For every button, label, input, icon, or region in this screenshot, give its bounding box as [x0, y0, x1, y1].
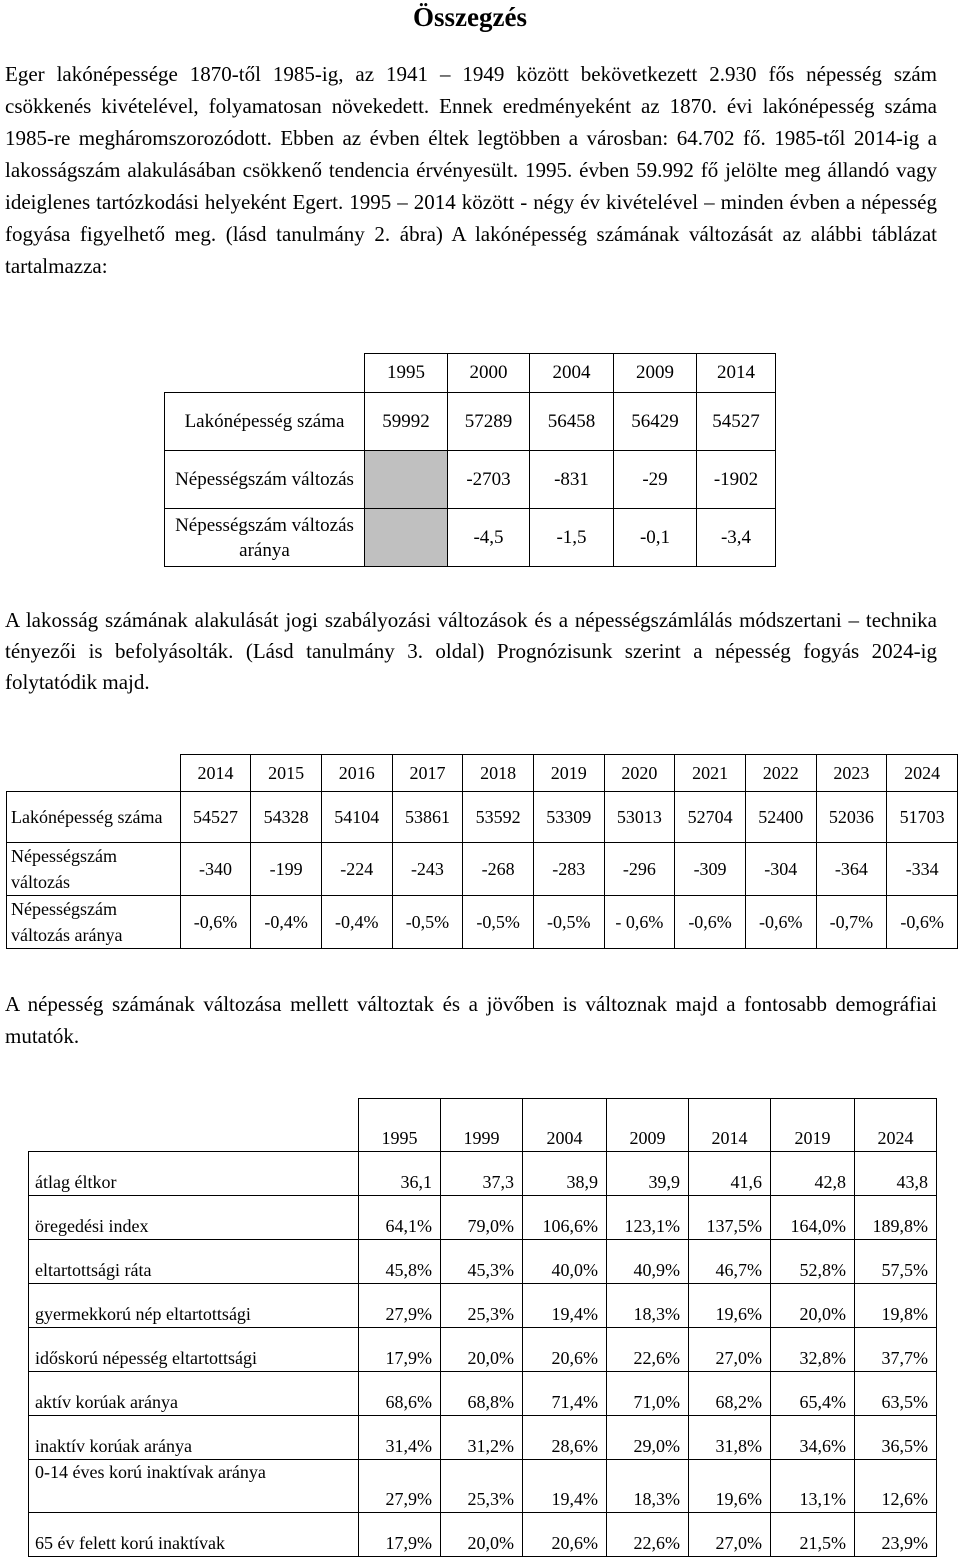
empty-gray-cell — [365, 509, 448, 567]
table-cell: 31,8% — [689, 1416, 771, 1460]
year-header: 2000 — [448, 354, 530, 393]
table-cell: 31,2% — [441, 1416, 523, 1460]
table-cell: 28,6% — [523, 1416, 607, 1460]
row-label: 65 év felett korú inaktívak — [29, 1513, 359, 1557]
table-cell: 57289 — [448, 393, 530, 451]
closing-paragraph: A népesség számának változása mellett változtak és a jövőben is változnak majd a fontosabb demográfiai mutatók. — [5, 992, 937, 1048]
table-cell: 52704 — [675, 792, 746, 843]
row-label: átlag éltkor — [29, 1152, 359, 1196]
table-cell: -2703 — [448, 451, 530, 509]
table-cell: 56458 — [530, 393, 614, 451]
empty-gray-cell — [365, 451, 448, 509]
population-forecast-table-2014-2024 — [6, 754, 958, 949]
table-row — [29, 1284, 937, 1328]
table-cell: -0,6% — [745, 896, 816, 949]
table-cell: -309 — [675, 843, 746, 896]
table-row — [29, 1240, 937, 1284]
year-header: 1999 — [441, 1099, 523, 1152]
row-label: időskorú népesség eltartottsági — [29, 1328, 359, 1372]
year-header: 2014 — [697, 354, 776, 393]
table-cell: -0,5% — [533, 896, 604, 949]
row-label: eltartottsági ráta — [29, 1240, 359, 1284]
table-corner-cell — [29, 1099, 359, 1152]
table-cell: -29 — [614, 451, 697, 509]
table-row — [29, 1372, 937, 1416]
table-corner-cell — [165, 354, 365, 393]
row-label: Lakónépesség száma — [7, 792, 181, 843]
year-header: 2019 — [771, 1099, 855, 1152]
table-cell: 123,1% — [607, 1196, 689, 1240]
table-cell: -224 — [321, 843, 392, 896]
table-row — [7, 896, 958, 949]
year-header: 2019 — [533, 755, 604, 792]
table-cell: -0,6% — [180, 896, 251, 949]
table-cell: 36,1 — [359, 1152, 441, 1196]
table-header-row — [165, 354, 776, 393]
table-cell: 13,1% — [771, 1460, 855, 1513]
table-cell: 137,5% — [689, 1196, 771, 1240]
table-row — [165, 451, 776, 509]
table-cell: 64,1% — [359, 1196, 441, 1240]
table-cell: 18,3% — [607, 1460, 689, 1513]
table-cell: 52400 — [745, 792, 816, 843]
table-cell: -243 — [392, 843, 463, 896]
table-cell: 43,8 — [855, 1152, 937, 1196]
row-label: Népességszám változás — [165, 451, 365, 509]
year-header: 2009 — [614, 354, 697, 393]
table-cell: 63,5% — [855, 1372, 937, 1416]
table-cell: 27,0% — [689, 1328, 771, 1372]
year-header: 2014 — [689, 1099, 771, 1152]
table-cell: 31,4% — [359, 1416, 441, 1460]
table-cell: -334 — [887, 843, 958, 896]
table-cell: 20,0% — [441, 1513, 523, 1557]
table-cell: 79,0% — [441, 1196, 523, 1240]
table-cell: -0,5% — [392, 896, 463, 949]
table-cell: 32,8% — [771, 1328, 855, 1372]
table-cell: -268 — [463, 843, 534, 896]
middle-paragraph: A lakosság számának alakulását jogi szabályozási változások és a népességszámlálás módszertani – technika tényezői is befolyásolták. (Lásd tanulmány 3. oldal) Prognózisunk szerint a népesség fogyás 2024-ig folytatódik majd. — [5, 608, 937, 694]
year-header: 1995 — [365, 354, 448, 393]
table-row — [165, 393, 776, 451]
table-cell: 56429 — [614, 393, 697, 451]
table-cell: 106,6% — [523, 1196, 607, 1240]
year-header: 2004 — [523, 1099, 607, 1152]
table-cell: 19,4% — [523, 1284, 607, 1328]
table-cell: 45,8% — [359, 1240, 441, 1284]
table-cell: 20,0% — [771, 1284, 855, 1328]
year-header: 2024 — [855, 1099, 937, 1152]
table-cell: 19,6% — [689, 1460, 771, 1513]
table-cell: 53592 — [463, 792, 534, 843]
year-header: 2009 — [607, 1099, 689, 1152]
demographic-indicators-table — [28, 1098, 937, 1557]
table-cell: 17,9% — [359, 1513, 441, 1557]
table-cell: 53861 — [392, 792, 463, 843]
table-cell: - 0,6% — [604, 896, 675, 949]
table-cell: 52036 — [816, 792, 887, 843]
row-label: gyermekkorú nép eltartottsági — [29, 1284, 359, 1328]
table-row — [29, 1460, 937, 1513]
table-cell: -199 — [251, 843, 322, 896]
table-cell: -304 — [745, 843, 816, 896]
year-header: 2017 — [392, 755, 463, 792]
page-title: Összegzés — [413, 2, 527, 32]
table-cell: 53013 — [604, 792, 675, 843]
table-cell: 54527 — [180, 792, 251, 843]
table-cell: 40,0% — [523, 1240, 607, 1284]
table-cell: 20,6% — [523, 1328, 607, 1372]
table-row — [7, 792, 958, 843]
table-cell: 12,6% — [855, 1460, 937, 1513]
table-cell: 23,9% — [855, 1513, 937, 1557]
table-cell: 45,3% — [441, 1240, 523, 1284]
table-cell: -3,4 — [697, 509, 776, 567]
row-label: 0-14 éves korú inaktívak aránya — [29, 1460, 359, 1513]
table-cell: 51703 — [887, 792, 958, 843]
table-cell: -0,4% — [321, 896, 392, 949]
row-label: öregedési index — [29, 1196, 359, 1240]
table-cell: 54527 — [697, 393, 776, 451]
table-row — [29, 1328, 937, 1372]
table-cell: -0,5% — [463, 896, 534, 949]
table-cell: 21,5% — [771, 1513, 855, 1557]
table-cell: 20,0% — [441, 1328, 523, 1372]
year-header: 2004 — [530, 354, 614, 393]
table-cell: 25,3% — [441, 1460, 523, 1513]
table-cell: 52,8% — [771, 1240, 855, 1284]
table-row — [29, 1416, 937, 1460]
table-cell: 36,5% — [855, 1416, 937, 1460]
table-cell: -0,6% — [675, 896, 746, 949]
table-cell: 42,8 — [771, 1152, 855, 1196]
table-cell: 59992 — [365, 393, 448, 451]
population-table-1995-2014 — [164, 353, 776, 567]
table-cell: -831 — [530, 451, 614, 509]
table-cell: -0,4% — [251, 896, 322, 949]
table-cell: -0,1 — [614, 509, 697, 567]
year-header: 2023 — [816, 755, 887, 792]
table-cell: 41,6 — [689, 1152, 771, 1196]
table-cell: 17,9% — [359, 1328, 441, 1372]
year-header: 2020 — [604, 755, 675, 792]
table-cell: 37,3 — [441, 1152, 523, 1196]
table-cell: 40,9% — [607, 1240, 689, 1284]
table-cell: -340 — [180, 843, 251, 896]
table-row — [29, 1152, 937, 1196]
year-header: 2018 — [463, 755, 534, 792]
year-header: 2022 — [745, 755, 816, 792]
year-header: 2014 — [180, 755, 251, 792]
row-label: Népességszám változás aránya — [7, 896, 181, 949]
table-cell: 65,4% — [771, 1372, 855, 1416]
table-cell: 37,7% — [855, 1328, 937, 1372]
table-cell: 68,6% — [359, 1372, 441, 1416]
table-cell: 27,9% — [359, 1284, 441, 1328]
table-cell: 27,9% — [359, 1460, 441, 1513]
table-cell: 27,0% — [689, 1513, 771, 1557]
table-row — [165, 509, 776, 567]
table-header-row — [7, 755, 958, 792]
table-cell: 57,5% — [855, 1240, 937, 1284]
table-cell: 53309 — [533, 792, 604, 843]
row-label: aktív korúak aránya — [29, 1372, 359, 1416]
row-label: Lakónépesség száma — [165, 393, 365, 451]
table-cell: -4,5 — [448, 509, 530, 567]
table-cell: 19,8% — [855, 1284, 937, 1328]
row-label: Népességszám változás — [7, 843, 181, 896]
table-cell: -0,7% — [816, 896, 887, 949]
year-header: 2024 — [887, 755, 958, 792]
table-cell: 20,6% — [523, 1513, 607, 1557]
table-row — [29, 1513, 937, 1557]
table-row — [7, 843, 958, 896]
table-cell: 34,6% — [771, 1416, 855, 1460]
table-cell: 39,9 — [607, 1152, 689, 1196]
table-cell: 22,6% — [607, 1328, 689, 1372]
table-cell: 19,6% — [689, 1284, 771, 1328]
table-cell: 18,3% — [607, 1284, 689, 1328]
year-header: 2015 — [251, 755, 322, 792]
table-cell: 46,7% — [689, 1240, 771, 1284]
table-cell: -283 — [533, 843, 604, 896]
table-corner-cell — [7, 755, 181, 792]
table-cell: 189,8% — [855, 1196, 937, 1240]
row-label: Népességszám változás aránya — [165, 509, 365, 567]
row-label: inaktív korúak aránya — [29, 1416, 359, 1460]
table-cell: 71,4% — [523, 1372, 607, 1416]
table-cell: -0,6% — [887, 896, 958, 949]
table-cell: 68,8% — [441, 1372, 523, 1416]
table-cell: 164,0% — [771, 1196, 855, 1240]
table-row — [29, 1196, 937, 1240]
year-header: 2016 — [321, 755, 392, 792]
table-cell: 25,3% — [441, 1284, 523, 1328]
table-cell: -1902 — [697, 451, 776, 509]
table-cell: 38,9 — [523, 1152, 607, 1196]
intro-paragraph: Eger lakónépessége 1870-től 1985-ig, az 1941 – 1949 között bekövetkezett 2.930 fős népesség szám csökkenés kivételével, folyamatosan növekedett. Ennek eredményeként az 1870. évi lakónépesség száma 1985-re megháromszorozódott. Ebben az évben éltek legtöbben a városban: 64.702 fő. 1985-től 2014-ig a lakosságszám alakulásában csökkenő tendencia érvényesült. 1995. évben 59.992 fő jelölte meg állandó vagy ideiglenes tartózkodási helyeként Egert. 1995 – 2014 között - négy év kivételével – minden évben a népesség fogyása figyelhető meg. (lásd tanulmány 2. ábra) A lakónépesség számának változását az alábbi táblázat tartalmazza: — [5, 62, 937, 278]
table-cell: 19,4% — [523, 1460, 607, 1513]
table-cell: -296 — [604, 843, 675, 896]
year-header: 2021 — [675, 755, 746, 792]
table-cell: 68,2% — [689, 1372, 771, 1416]
table-cell: -364 — [816, 843, 887, 896]
table-cell: 54328 — [251, 792, 322, 843]
year-header: 1995 — [359, 1099, 441, 1152]
table-cell: 22,6% — [607, 1513, 689, 1557]
table-header-row — [29, 1099, 937, 1152]
table-cell: -1,5 — [530, 509, 614, 567]
table-cell: 71,0% — [607, 1372, 689, 1416]
table-cell: 54104 — [321, 792, 392, 843]
table-cell: 29,0% — [607, 1416, 689, 1460]
